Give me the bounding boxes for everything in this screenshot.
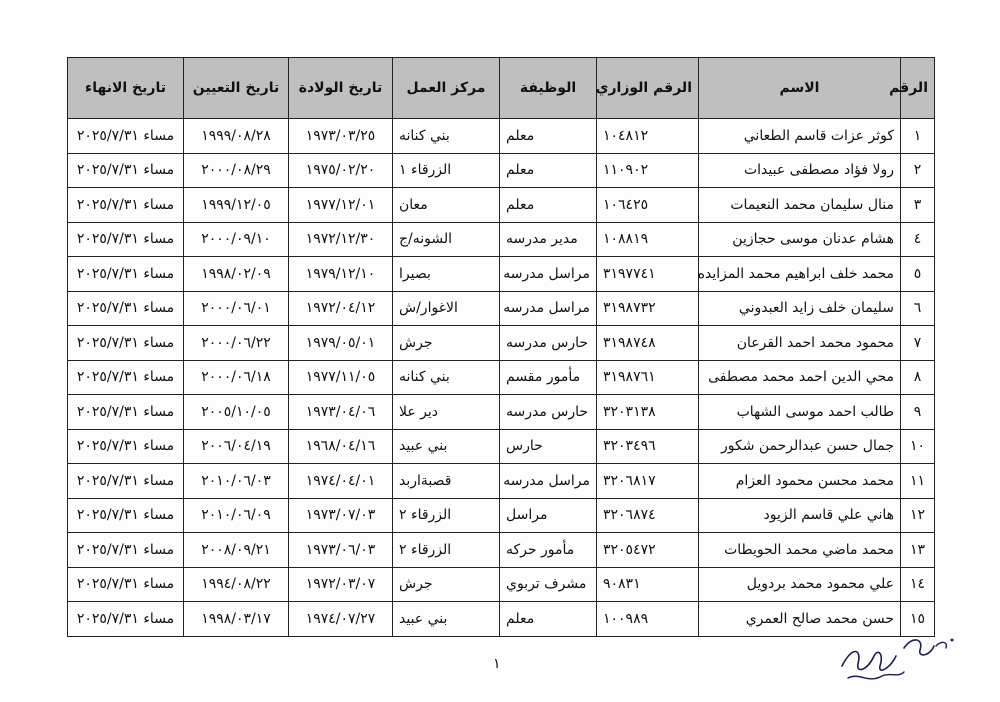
cell-ministry-number: ١١٠٩٠٢ (597, 153, 699, 188)
cell-name: محمد خلف ابراهيم محمد المزايده (699, 257, 901, 292)
cell-job: مأمور حركه (500, 533, 597, 568)
cell-end-date: مساء ٢٠٢٥/٧/٣١ (68, 360, 184, 395)
page-number: ١ (493, 656, 501, 672)
cell-workplace: بني كنانه (393, 360, 500, 395)
cell-end-date: مساء ٢٠٢٥/٧/٣١ (68, 602, 184, 637)
cell-index: ١٤ (901, 567, 935, 602)
cell-job: مراسل مدرسه (500, 291, 597, 326)
cell-name: رولا فؤاد مصطفى عبيدات (699, 153, 901, 188)
cell-ministry-number: ٣١٩٨٧٣٢ (597, 291, 699, 326)
cell-birth-date: ١٩٧٤/٠٤/٠١ (289, 464, 393, 499)
cell-end-date: مساء ٢٠٢٥/٧/٣١ (68, 395, 184, 430)
cell-birth-date: ١٩٧٢/١٢/٣٠ (289, 222, 393, 257)
table-row (68, 153, 935, 188)
cell-appointment-date: ٢٠٠٠/٠٦/٢٢ (184, 326, 289, 361)
cell-end-date: مساء ٢٠٢٥/٧/٣١ (68, 533, 184, 568)
cell-name: محمد محسن محمود العزام (699, 464, 901, 499)
cell-birth-date: ١٩٧٥/٠٢/٢٠ (289, 153, 393, 188)
cell-index: ١٠ (901, 429, 935, 464)
cell-job: مراسل (500, 498, 597, 533)
cell-ministry-number: ٩٠٨٣١ (597, 567, 699, 602)
table-row (68, 119, 935, 154)
cell-job: مأمور مقسم (500, 360, 597, 395)
cell-job: حارس مدرسه (500, 395, 597, 430)
cell-end-date: مساء ٢٠٢٥/٧/٣١ (68, 119, 184, 154)
cell-workplace: بني عبيد (393, 429, 500, 464)
cell-job: معلم (500, 153, 597, 188)
cell-job: مدير مدرسه (500, 222, 597, 257)
cell-name: محمد ماضي محمد الحويطات (699, 533, 901, 568)
cell-workplace: الاغوار/ش (393, 291, 500, 326)
table-row (68, 291, 935, 326)
cell-end-date: مساء ٢٠٢٥/٧/٣١ (68, 567, 184, 602)
cell-workplace: الزرقاء ٢ (393, 533, 500, 568)
cell-birth-date: ١٩٧٧/١٢/٠١ (289, 188, 393, 223)
cell-name: علي محمود محمد بردويل (699, 567, 901, 602)
cell-appointment-date: ٢٠٠٠/٠٦/٠١ (184, 291, 289, 326)
cell-name: حسن محمد صالح العمري (699, 602, 901, 637)
cell-birth-date: ١٩٧٧/١١/٠٥ (289, 360, 393, 395)
cell-name: محمود محمد احمد القرعان (699, 326, 901, 361)
cell-job: حارس (500, 429, 597, 464)
cell-ministry-number: ١٠٤٨١٢ (597, 119, 699, 154)
cell-birth-date: ١٩٧٣/٠٤/٠٦ (289, 395, 393, 430)
cell-name: محي الدين احمد محمد مصطفى (699, 360, 901, 395)
cell-appointment-date: ٢٠١٠/٠٦/٠٣ (184, 464, 289, 499)
cell-appointment-date: ٢٠٠٦/٠٤/١٩ (184, 429, 289, 464)
cell-end-date: مساء ٢٠٢٥/٧/٣١ (68, 257, 184, 292)
cell-job: مراسل مدرسه (500, 257, 597, 292)
cell-birth-date: ١٩٧٩/٠٥/٠١ (289, 326, 393, 361)
cell-name: هاني علي قاسم الزيود (699, 498, 901, 533)
cell-birth-date: ١٩٧٣/٠٣/٢٥ (289, 119, 393, 154)
cell-index: ٧ (901, 326, 935, 361)
cell-appointment-date: ١٩٩٩/١٢/٠٥ (184, 188, 289, 223)
cell-birth-date: ١٩٧٢/٠٣/٠٧ (289, 567, 393, 602)
cell-appointment-date: ٢٠٠٥/١٠/٠٥ (184, 395, 289, 430)
table-row (68, 602, 935, 637)
cell-index: ٨ (901, 360, 935, 395)
cell-appointment-date: ١٩٩٨/٠٢/٠٩ (184, 257, 289, 292)
cell-name: سليمان خلف زايد العبدوني (699, 291, 901, 326)
cell-appointment-date: ١٩٩٨/٠٣/١٧ (184, 602, 289, 637)
cell-workplace: الزرقاء ١ (393, 153, 500, 188)
cell-ministry-number: ٣٢٠٣١٣٨ (597, 395, 699, 430)
cell-workplace: جرش (393, 326, 500, 361)
header-ministry-number: الرقم الوزاري (597, 58, 699, 119)
cell-job: معلم (500, 188, 597, 223)
cell-index: ٩ (901, 395, 935, 430)
header-job: الوظيفة (500, 58, 597, 119)
cell-job: معلم (500, 119, 597, 154)
cell-workplace: بني كنانه (393, 119, 500, 154)
cell-appointment-date: ٢٠٠٨/٠٩/٢١ (184, 533, 289, 568)
cell-end-date: مساء ٢٠٢٥/٧/٣١ (68, 222, 184, 257)
table-row (68, 429, 935, 464)
cell-birth-date: ١٩٧٩/١٢/١٠ (289, 257, 393, 292)
cell-index: ١ (901, 119, 935, 154)
cell-ministry-number: ٣٢٠٦٨٧٤ (597, 498, 699, 533)
cell-name: هشام عدنان موسى حجازين (699, 222, 901, 257)
table-header-row (68, 58, 935, 119)
cell-ministry-number: ١٠٨٨١٩ (597, 222, 699, 257)
table-row (68, 498, 935, 533)
cell-index: ١٥ (901, 602, 935, 637)
table-row (68, 464, 935, 499)
cell-ministry-number: ٣٢٠٥٤٧٢ (597, 533, 699, 568)
cell-index: ٣ (901, 188, 935, 223)
cell-appointment-date: ٢٠١٠/٠٦/٠٩ (184, 498, 289, 533)
cell-ministry-number: ١٠٠٩٨٩ (597, 602, 699, 637)
cell-index: ١٣ (901, 533, 935, 568)
table-row (68, 567, 935, 602)
header-name: الاسم (699, 58, 901, 119)
cell-appointment-date: ١٩٩٩/٠٨/٢٨ (184, 119, 289, 154)
employee-table (67, 57, 935, 637)
table-row (68, 533, 935, 568)
cell-index: ١١ (901, 464, 935, 499)
cell-birth-date: ١٩٧٤/٠٧/٢٧ (289, 602, 393, 637)
cell-birth-date: ١٩٦٨/٠٤/١٦ (289, 429, 393, 464)
cell-ministry-number: ٣١٩٨٧٤٨ (597, 326, 699, 361)
cell-end-date: مساء ٢٠٢٥/٧/٣١ (68, 498, 184, 533)
cell-workplace: معان (393, 188, 500, 223)
cell-appointment-date: ١٩٩٤/٠٨/٢٢ (184, 567, 289, 602)
table-row (68, 395, 935, 430)
header-birth-date: تاريخ الولادة (289, 58, 393, 119)
table-row (68, 188, 935, 223)
cell-birth-date: ١٩٧٢/٠٤/١٢ (289, 291, 393, 326)
cell-index: ٦ (901, 291, 935, 326)
header-index: الرقم (901, 58, 935, 119)
cell-end-date: مساء ٢٠٢٥/٧/٣١ (68, 153, 184, 188)
cell-ministry-number: ٣٢٠٦٨١٧ (597, 464, 699, 499)
cell-workplace: دير علا (393, 395, 500, 430)
header-end-date: تاريخ الانهاء (68, 58, 184, 119)
handwritten-signature (838, 626, 958, 688)
cell-birth-date: ١٩٧٣/٠٦/٠٣ (289, 533, 393, 568)
cell-workplace: قصبةاربد (393, 464, 500, 499)
cell-workplace: بني عبيد (393, 602, 500, 637)
cell-end-date: مساء ٢٠٢٥/٧/٣١ (68, 291, 184, 326)
table-row (68, 222, 935, 257)
cell-name: منال سليمان محمد النعيمات (699, 188, 901, 223)
cell-index: ١٢ (901, 498, 935, 533)
cell-end-date: مساء ٢٠٢٥/٧/٣١ (68, 188, 184, 223)
cell-appointment-date: ٢٠٠٠/٠٦/١٨ (184, 360, 289, 395)
header-appointment-date: تاريخ التعيين (184, 58, 289, 119)
header-workplace: مركز العمل (393, 58, 500, 119)
cell-index: ٢ (901, 153, 935, 188)
cell-workplace: جرش (393, 567, 500, 602)
cell-job: معلم (500, 602, 597, 637)
cell-ministry-number: ٣٢٠٣٤٩٦ (597, 429, 699, 464)
cell-name: جمال حسن عبدالرحمن شكور (699, 429, 901, 464)
cell-job: حارس مدرسه (500, 326, 597, 361)
table-row (68, 257, 935, 292)
cell-end-date: مساء ٢٠٢٥/٧/٣١ (68, 326, 184, 361)
cell-name: طالب احمد موسى الشهاب (699, 395, 901, 430)
cell-ministry-number: ١٠٦٤٢٥ (597, 188, 699, 223)
table-row (68, 360, 935, 395)
cell-job: مراسل مدرسه (500, 464, 597, 499)
cell-appointment-date: ٢٠٠٠/٠٩/١٠ (184, 222, 289, 257)
cell-workplace: بصيرا (393, 257, 500, 292)
cell-index: ٥ (901, 257, 935, 292)
cell-workplace: الشونه/ج (393, 222, 500, 257)
cell-ministry-number: ٣١٩٨٧٦١ (597, 360, 699, 395)
cell-name: كوثر عزات قاسم الطعاني (699, 119, 901, 154)
cell-end-date: مساء ٢٠٢٥/٧/٣١ (68, 464, 184, 499)
cell-job: مشرف تربوي (500, 567, 597, 602)
cell-appointment-date: ٢٠٠٠/٠٨/٢٩ (184, 153, 289, 188)
table-body (68, 119, 935, 637)
cell-ministry-number: ٣١٩٧٧٤١ (597, 257, 699, 292)
cell-end-date: مساء ٢٠٢٥/٧/٣١ (68, 429, 184, 464)
cell-index: ٤ (901, 222, 935, 257)
cell-workplace: الزرقاء ٢ (393, 498, 500, 533)
cell-birth-date: ١٩٧٣/٠٧/٠٣ (289, 498, 393, 533)
table-row (68, 326, 935, 361)
